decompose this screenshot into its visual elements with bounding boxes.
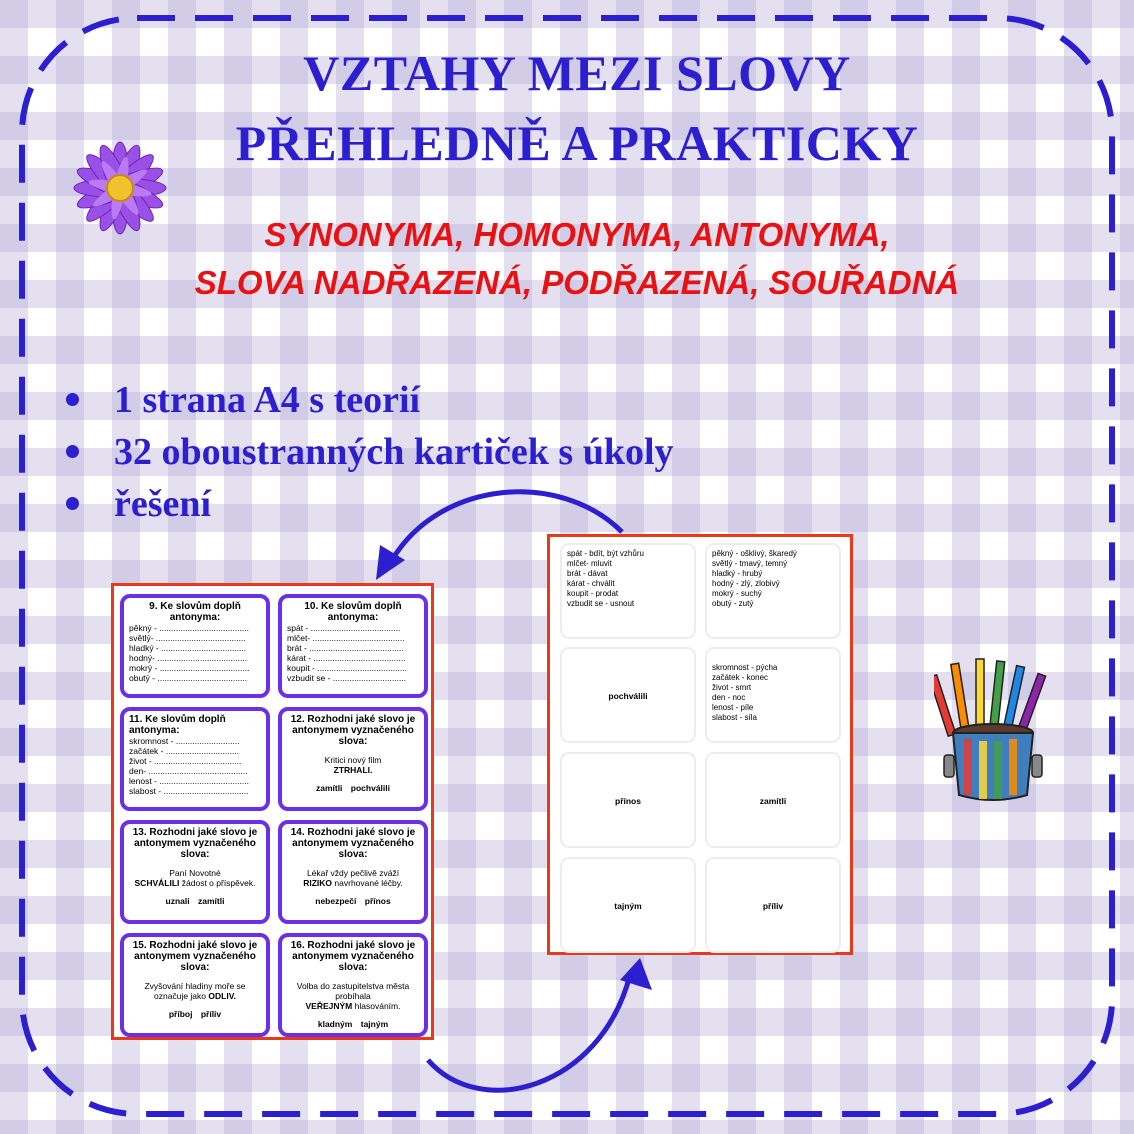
card-line: začátek - ............................... xyxy=(129,746,240,756)
task-card xyxy=(278,594,428,698)
card-line: koupit - ...................................... xyxy=(287,663,407,673)
card-line: vzbudit se - ............................... xyxy=(287,673,407,683)
solution-card xyxy=(560,752,696,848)
bullet-icon xyxy=(66,445,79,458)
card-text: Paní Novotné xyxy=(169,868,221,878)
card-option: tajným xyxy=(360,1019,389,1029)
card-option: zamítli xyxy=(198,896,225,906)
card-highlight: RIZIKO xyxy=(303,878,333,888)
solution-card xyxy=(560,543,696,639)
solution-list xyxy=(712,663,834,723)
card-option: přínos xyxy=(364,896,391,906)
solution-answer: příliv xyxy=(762,901,784,911)
feature-item xyxy=(62,378,674,430)
solution-line: začátek - konec xyxy=(712,673,769,682)
card-title: 15. Rozhodni jaké slovo je antonymem vyznačeného slova: xyxy=(132,940,258,973)
card-options xyxy=(287,1019,419,1029)
card-sentence xyxy=(287,868,419,888)
feature-item xyxy=(62,430,674,482)
card-option: nebezpečí xyxy=(315,896,357,906)
card-text: Lékař vždy pečlivě zváží xyxy=(306,868,400,878)
subtitle-line2: SLOVA NADŘAZENÁ, PODŘAZENÁ, SOUŘADNÁ xyxy=(194,264,960,301)
card-sentence xyxy=(129,981,261,1001)
solution-answer: přínos xyxy=(615,796,641,806)
card-line: skromnost - ........................... xyxy=(129,736,240,746)
card-option: zamítli xyxy=(315,783,343,793)
task-card xyxy=(278,820,428,924)
card-sentence xyxy=(287,755,419,775)
solution-card xyxy=(705,752,841,848)
task-card xyxy=(278,933,428,1037)
card-title: 13. Rozhodni jaké slovo je antonymem vyznačeného slova: xyxy=(132,827,258,860)
solution-card xyxy=(560,647,696,743)
card-line: mlčet- ....................................... xyxy=(287,633,405,643)
card-line: hladký - .................................... xyxy=(129,643,247,653)
card-sentence xyxy=(287,981,419,1011)
solution-line: obutý - zutý xyxy=(712,599,754,608)
card-option: uznali xyxy=(165,896,190,906)
card-title: 12. Rozhodni jaké slovo je antonymem vyznačeného slova: xyxy=(290,714,416,747)
card-line: mokrý - ...................................... xyxy=(129,663,250,673)
solution-line: kárat - chválit xyxy=(567,579,615,588)
task-card xyxy=(278,707,428,811)
card-options xyxy=(129,1009,261,1019)
solution-line: mlčet- mluvit xyxy=(567,559,612,568)
solution-card xyxy=(705,857,841,953)
task-card xyxy=(120,707,270,811)
solution-line: lenost - píle xyxy=(712,703,754,712)
task-cards-sheet xyxy=(111,583,434,1040)
card-line: světlý- ...................................... xyxy=(129,633,246,643)
card-line: lenost - ...................................... xyxy=(129,776,249,786)
card-text-after: žádost o příspěvek. xyxy=(181,878,256,888)
solution-line: skromnost - pýcha xyxy=(712,663,778,672)
card-text: Kritici nový film xyxy=(324,755,382,765)
solution-line: život - smrt xyxy=(712,683,752,692)
card-options xyxy=(287,783,419,793)
solution-line: den - noc xyxy=(712,693,746,702)
card-text: Zvyšování hladiny moře se označuje jako xyxy=(144,981,246,1001)
feature-label: 32 oboustranných kartiček s úkoly xyxy=(114,431,674,473)
pencil-cup-icon xyxy=(934,655,1052,805)
solution-answer: tajným xyxy=(614,901,642,911)
card-title: 9. Ke slovům doplň antonyma: xyxy=(149,601,241,623)
card-options xyxy=(287,896,419,906)
card-line: hodný- ...................................... xyxy=(129,653,248,663)
task-card xyxy=(120,933,270,1037)
page-title-line1: VZTAHY MEZI SLOVY xyxy=(303,45,851,101)
card-options xyxy=(129,896,261,906)
card-line: kárat - ....................................... xyxy=(287,653,406,663)
card-line: pěkný - ...................................... xyxy=(129,623,249,633)
card-option: kladným xyxy=(317,1019,353,1029)
feature-label: 1 strana A4 s teorií xyxy=(114,379,421,421)
solution-line: hladký - hrubý xyxy=(712,569,763,578)
solution-line: pěkný - ošklivý, škaredý xyxy=(712,549,797,558)
card-text: Volba do zastupitelstva města probíhala xyxy=(296,981,410,1001)
card-option: příliv xyxy=(200,1009,222,1019)
card-line: obutý - ...................................... xyxy=(129,673,248,683)
card-line: slabost - .................................... xyxy=(129,786,249,796)
solution-line: světlý - tmavý, temný xyxy=(712,559,788,568)
solution-line: spát - bdít, být vzhůru xyxy=(567,549,644,558)
bullet-icon xyxy=(66,497,79,510)
solution-line: mokrý - suchý xyxy=(712,589,762,598)
feature-label: řešení xyxy=(114,483,212,525)
solution-line: vzbudit se - usnout xyxy=(567,599,635,608)
solution-card xyxy=(705,647,841,743)
card-title: 10. Ke slovům doplň antonyma: xyxy=(304,601,402,623)
card-title: 16. Rozhodni jaké slovo je antonymem vyznačeného slova: xyxy=(290,940,416,973)
subtitle-line1: SYNONYMA, HOMONYMA, ANTONYMA, xyxy=(264,216,890,253)
solution-card xyxy=(705,543,841,639)
card-title: 14. Rozhodni jaké slovo je antonymem vyznačeného slova: xyxy=(290,827,416,860)
solution-line: koupit - prodat xyxy=(567,589,619,598)
card-title: 11. Ke slovům doplň antonyma: xyxy=(129,714,226,736)
solution-answer: pochválili xyxy=(608,691,648,701)
task-card xyxy=(120,594,270,698)
feature-item xyxy=(62,482,674,534)
solution-answer: zamítli xyxy=(759,796,787,806)
card-highlight: ODLIV. xyxy=(208,991,236,1001)
solution-line: brát - dávat xyxy=(567,569,608,578)
card-highlight: ZTRHALI. xyxy=(333,765,373,775)
card-text-after: navrhované léčby. xyxy=(334,878,403,888)
card-text-after: hlasováním. xyxy=(354,1001,401,1011)
solution-card xyxy=(560,857,696,953)
solution-line: slabost - síla xyxy=(712,713,757,722)
card-option: pochválili xyxy=(350,783,391,793)
page-title-line2: PŘEHLEDNĚ A PRAKTICKY xyxy=(235,115,919,171)
card-line: život - ..................................... xyxy=(129,756,242,766)
card-highlight: SCHVÁLILI xyxy=(134,878,180,888)
card-sentence xyxy=(129,868,261,888)
feature-list xyxy=(62,378,674,534)
solution-line: hodný - zlý, zlobivý xyxy=(712,579,780,588)
card-line: spát - ...................................... xyxy=(287,623,401,633)
card-option: příboj xyxy=(168,1009,193,1019)
task-card xyxy=(120,820,270,924)
bullet-icon xyxy=(66,393,79,406)
solutions-sheet xyxy=(547,534,853,955)
card-line: brát - ........................................ xyxy=(287,643,404,653)
card-highlight: VEŘEJNÝM xyxy=(305,1001,353,1011)
card-line: den- .......................................... xyxy=(129,766,248,776)
